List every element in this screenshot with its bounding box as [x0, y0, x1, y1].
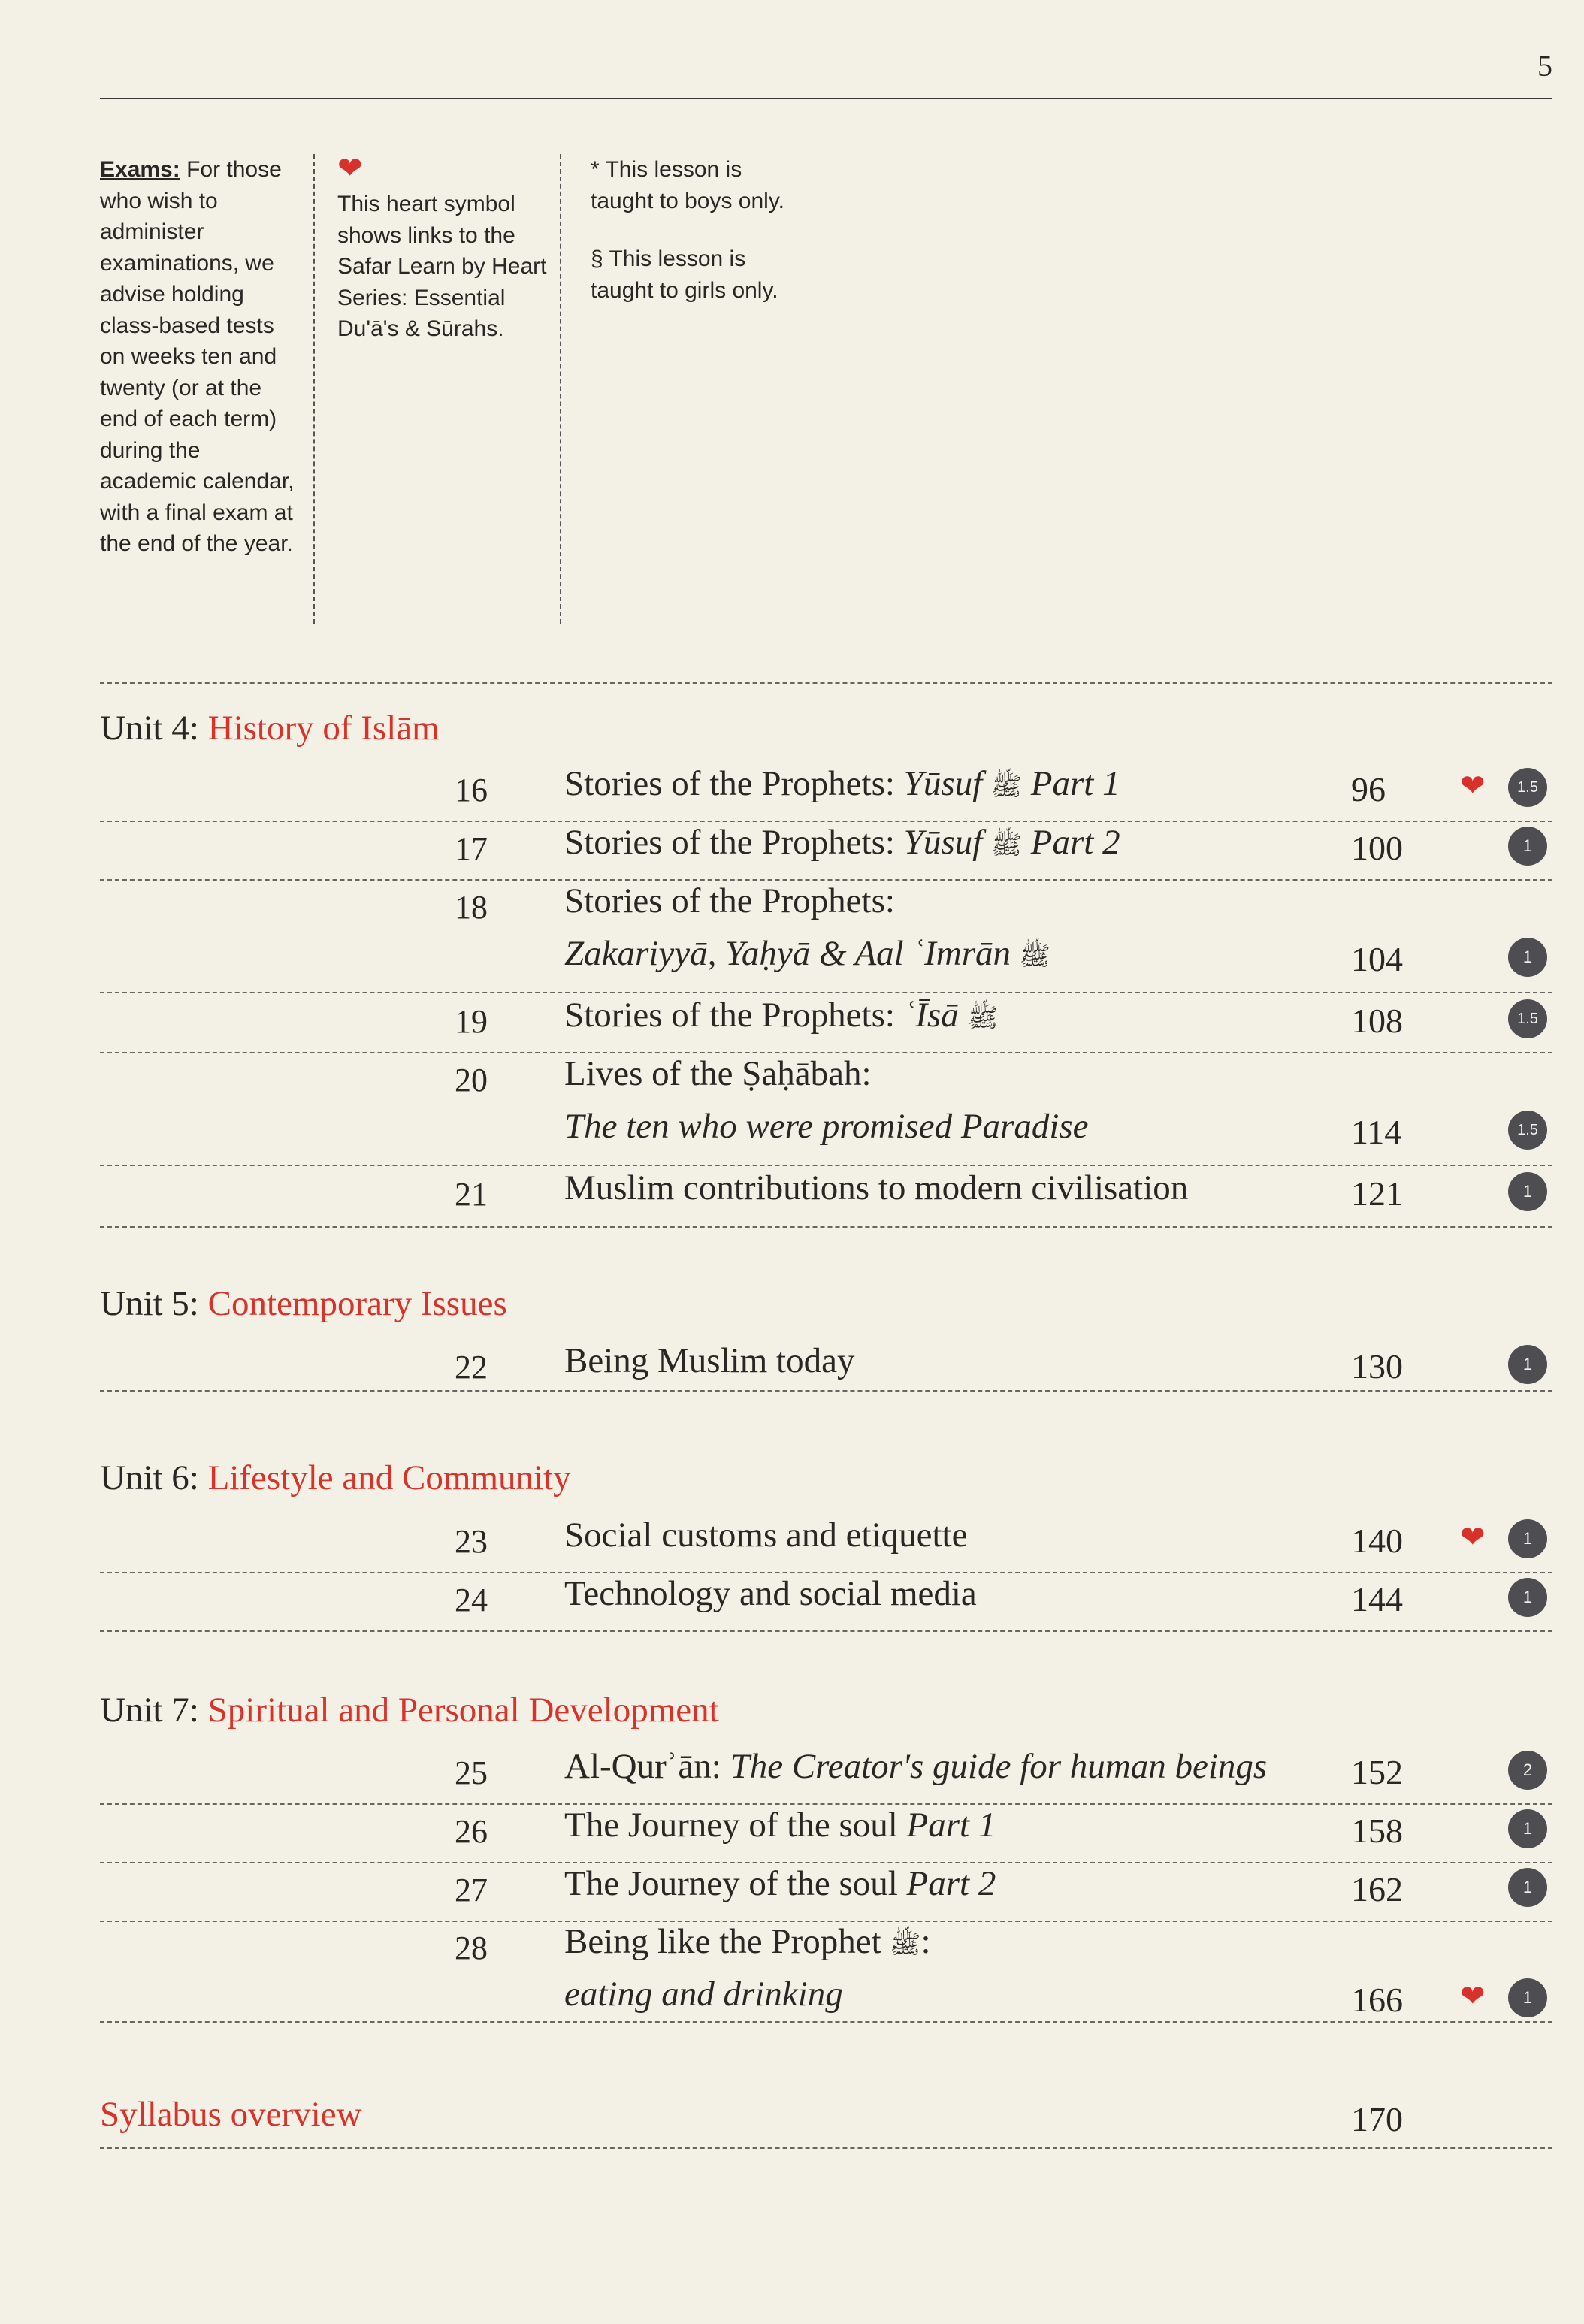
heart-icon: ❤ [1460, 1520, 1486, 1554]
lesson-number: 23 [455, 1523, 488, 1560]
row-divider [100, 1390, 1552, 1392]
toc-row[interactable] [100, 881, 1552, 993]
note-divider [560, 154, 561, 624]
lesson-number: 16 [455, 772, 488, 808]
lesson-number: 28 [455, 1930, 488, 1966]
boys-only-note: * This lesson is taught to boys only. [591, 157, 784, 213]
page-number-ref: 121 [1351, 1174, 1403, 1213]
unit-prefix: Unit 4: [100, 709, 208, 748]
lesson-title-line: Stories of the Prophets: Yūsuf ﷺ Part 2 [564, 823, 1120, 862]
lesson-number: 17 [455, 830, 488, 867]
toc-top-rule [100, 682, 1552, 684]
lesson-number: 25 [455, 1754, 488, 1791]
lesson-title-line: Being like the Prophet ﷺ: [564, 1922, 931, 1961]
lesson-title[interactable] [564, 1053, 1089, 1159]
honorific-glyph: ﷺ [1019, 943, 1050, 971]
duration-badge: 1.5 [1508, 1111, 1547, 1150]
page-number-ref: 130 [1351, 1347, 1403, 1386]
lesson-title[interactable] [564, 822, 1120, 875]
page-number-ref: 108 [1351, 1002, 1403, 1040]
exams-note [100, 154, 303, 560]
toc-row[interactable] [100, 822, 1552, 881]
toc-row[interactable] [100, 1168, 1552, 1228]
girls-only-note: § This lesson is taught to girls only. [591, 246, 778, 303]
toc-row[interactable] [100, 1340, 1552, 1392]
lesson-title-line: Being Muslim today [564, 1341, 855, 1380]
duration-badge: 1 [1508, 1578, 1547, 1617]
note-divider [313, 154, 315, 624]
toc-row[interactable] [100, 1573, 1552, 1632]
toc-row[interactable] [100, 995, 1552, 1053]
heart-note-text: This heart symbol shows links to the Safar Learn by Heart Series: Essential Du'ā's & Sūrahs. [337, 192, 547, 341]
lesson-title[interactable] [564, 1515, 967, 1567]
unit-heading [100, 1283, 507, 1324]
lesson-title-line: Stories of the Prophets: [564, 881, 895, 920]
unit-title: Lifestyle and Community [207, 1458, 571, 1497]
lesson-title[interactable] [564, 763, 1120, 816]
page-number-ref: 166 [1351, 1981, 1403, 2019]
unit-title: Contemporary Issues [207, 1284, 507, 1323]
honorific-glyph: ﷺ [967, 1005, 999, 1032]
syllabus-overview-link[interactable]: Syllabus overview [100, 2095, 362, 2134]
unit-heading [100, 708, 440, 748]
unit-prefix: Unit 7: [100, 1691, 208, 1730]
page-number: 5 [1537, 49, 1552, 83]
lesson-title[interactable] [564, 1805, 996, 1857]
duration-badge: 1 [1508, 1172, 1547, 1211]
lesson-title[interactable] [564, 1573, 977, 1626]
page-number-ref: 162 [1351, 1870, 1403, 1908]
duration-badge: 1 [1508, 938, 1547, 977]
duration-badge: 1.5 [1508, 999, 1547, 1038]
row-divider [100, 992, 1552, 993]
lesson-title[interactable] [564, 1168, 1188, 1220]
honorific-glyph: ﷺ [990, 832, 1023, 860]
lesson-title-line: eating and drinking [564, 1975, 843, 2014]
duration-badge: 1 [1508, 1978, 1547, 2017]
duration-badge: 1.5 [1508, 768, 1547, 807]
lesson-number: 27 [455, 1872, 488, 1908]
lesson-title-line: Stories of the Prophets: Yūsuf ﷺ Part 1 [564, 764, 1120, 803]
heart-icon: ❤ [1460, 1979, 1486, 2013]
page-number-ref: 96 [1351, 770, 1386, 808]
lesson-number: 18 [455, 889, 488, 926]
lesson-number: 21 [455, 1176, 488, 1213]
duration-badge: 1 [1508, 1519, 1547, 1558]
heart-note [337, 154, 548, 345]
page-number-ref: 104 [1351, 940, 1403, 978]
row-divider [100, 2021, 1552, 2023]
lesson-number: 26 [455, 1813, 488, 1850]
lesson-title-line: Al-Qurʾān: The Creator's guide for human beings [564, 1747, 1268, 1786]
lesson-title[interactable] [564, 1863, 996, 1916]
top-rule [100, 98, 1552, 99]
gender-notes [591, 154, 786, 306]
honorific-glyph: ﷺ [890, 1931, 921, 1959]
lesson-title[interactable] [564, 881, 1050, 986]
lesson-title[interactable] [564, 1921, 931, 2026]
toc-row[interactable] [100, 763, 1552, 822]
lesson-title[interactable] [564, 1340, 854, 1393]
syllabus-overview-page: 170 [1351, 2100, 1403, 2138]
row-divider [100, 1630, 1552, 1632]
lesson-title-line: Technology and social media [564, 1574, 977, 1613]
toc-row[interactable] [100, 1863, 1552, 1922]
lesson-number: 20 [455, 1062, 488, 1099]
lesson-number: 24 [455, 1582, 488, 1618]
page-number-ref: 144 [1351, 1580, 1403, 1618]
unit-heading [100, 1458, 571, 1498]
page-number-ref: 140 [1351, 1522, 1403, 1560]
page-number-ref: 100 [1351, 829, 1403, 867]
unit-heading [100, 1690, 719, 1730]
lesson-number: 19 [455, 1003, 488, 1040]
toc-row[interactable] [100, 1921, 1552, 2023]
row-divider [100, 1226, 1552, 1228]
page-number-ref: 152 [1351, 1753, 1403, 1791]
exams-text: For those who wish to administer examinations, we advise holding class-based tests on weeks ten and twenty (or at the end of each term) during the academic calendar, with a final exam at the end of the year. [100, 157, 295, 556]
lesson-title-line: Zakariyyā, Yaḥyā & Aal ʿImrān ﷺ [564, 934, 1050, 973]
lesson-title-line: The Journey of the soul Part 1 [564, 1806, 996, 1845]
heart-icon: ❤ [337, 152, 363, 185]
toc-row[interactable] [100, 1515, 1552, 1573]
heart-icon: ❤ [1460, 769, 1486, 802]
lesson-title-line: The Journey of the soul Part 2 [564, 1864, 996, 1903]
lesson-number: 22 [455, 1349, 488, 1386]
toc-bottom-rule [100, 2147, 1552, 2149]
lesson-title-line: Lives of the Ṣaḥābah: [564, 1054, 872, 1093]
unit-prefix: Unit 6: [100, 1458, 208, 1497]
lesson-title-line: Social customs and etiquette [564, 1516, 968, 1555]
unit-prefix: Unit 5: [100, 1284, 208, 1323]
duration-badge: 1 [1508, 1809, 1547, 1848]
lesson-title-line: Stories of the Prophets: ʿĪsā ﷺ [564, 996, 999, 1035]
page-number-ref: 158 [1351, 1812, 1403, 1850]
lesson-title-line: Muslim contributions to modern civilisation [564, 1168, 1189, 1207]
lesson-title[interactable] [564, 1746, 1267, 1799]
duration-badge: 2 [1508, 1751, 1547, 1790]
unit-title: History of Islām [207, 709, 440, 748]
toc-row[interactable] [100, 1746, 1552, 1805]
exams-label: Exams: [100, 157, 180, 182]
duration-badge: 1 [1508, 1868, 1547, 1907]
toc-row[interactable] [100, 1805, 1552, 1863]
page-number-ref: 114 [1351, 1113, 1402, 1151]
toc-row[interactable] [100, 1053, 1552, 1166]
row-divider [100, 1165, 1552, 1166]
lesson-title[interactable] [564, 995, 999, 1047]
unit-title: Spiritual and Personal Development [207, 1691, 719, 1730]
lesson-title-line: The ten who were promised Paradise [564, 1107, 1089, 1146]
duration-badge: 1 [1508, 827, 1547, 866]
duration-badge: 1 [1508, 1345, 1547, 1384]
honorific-glyph: ﷺ [990, 773, 1023, 801]
